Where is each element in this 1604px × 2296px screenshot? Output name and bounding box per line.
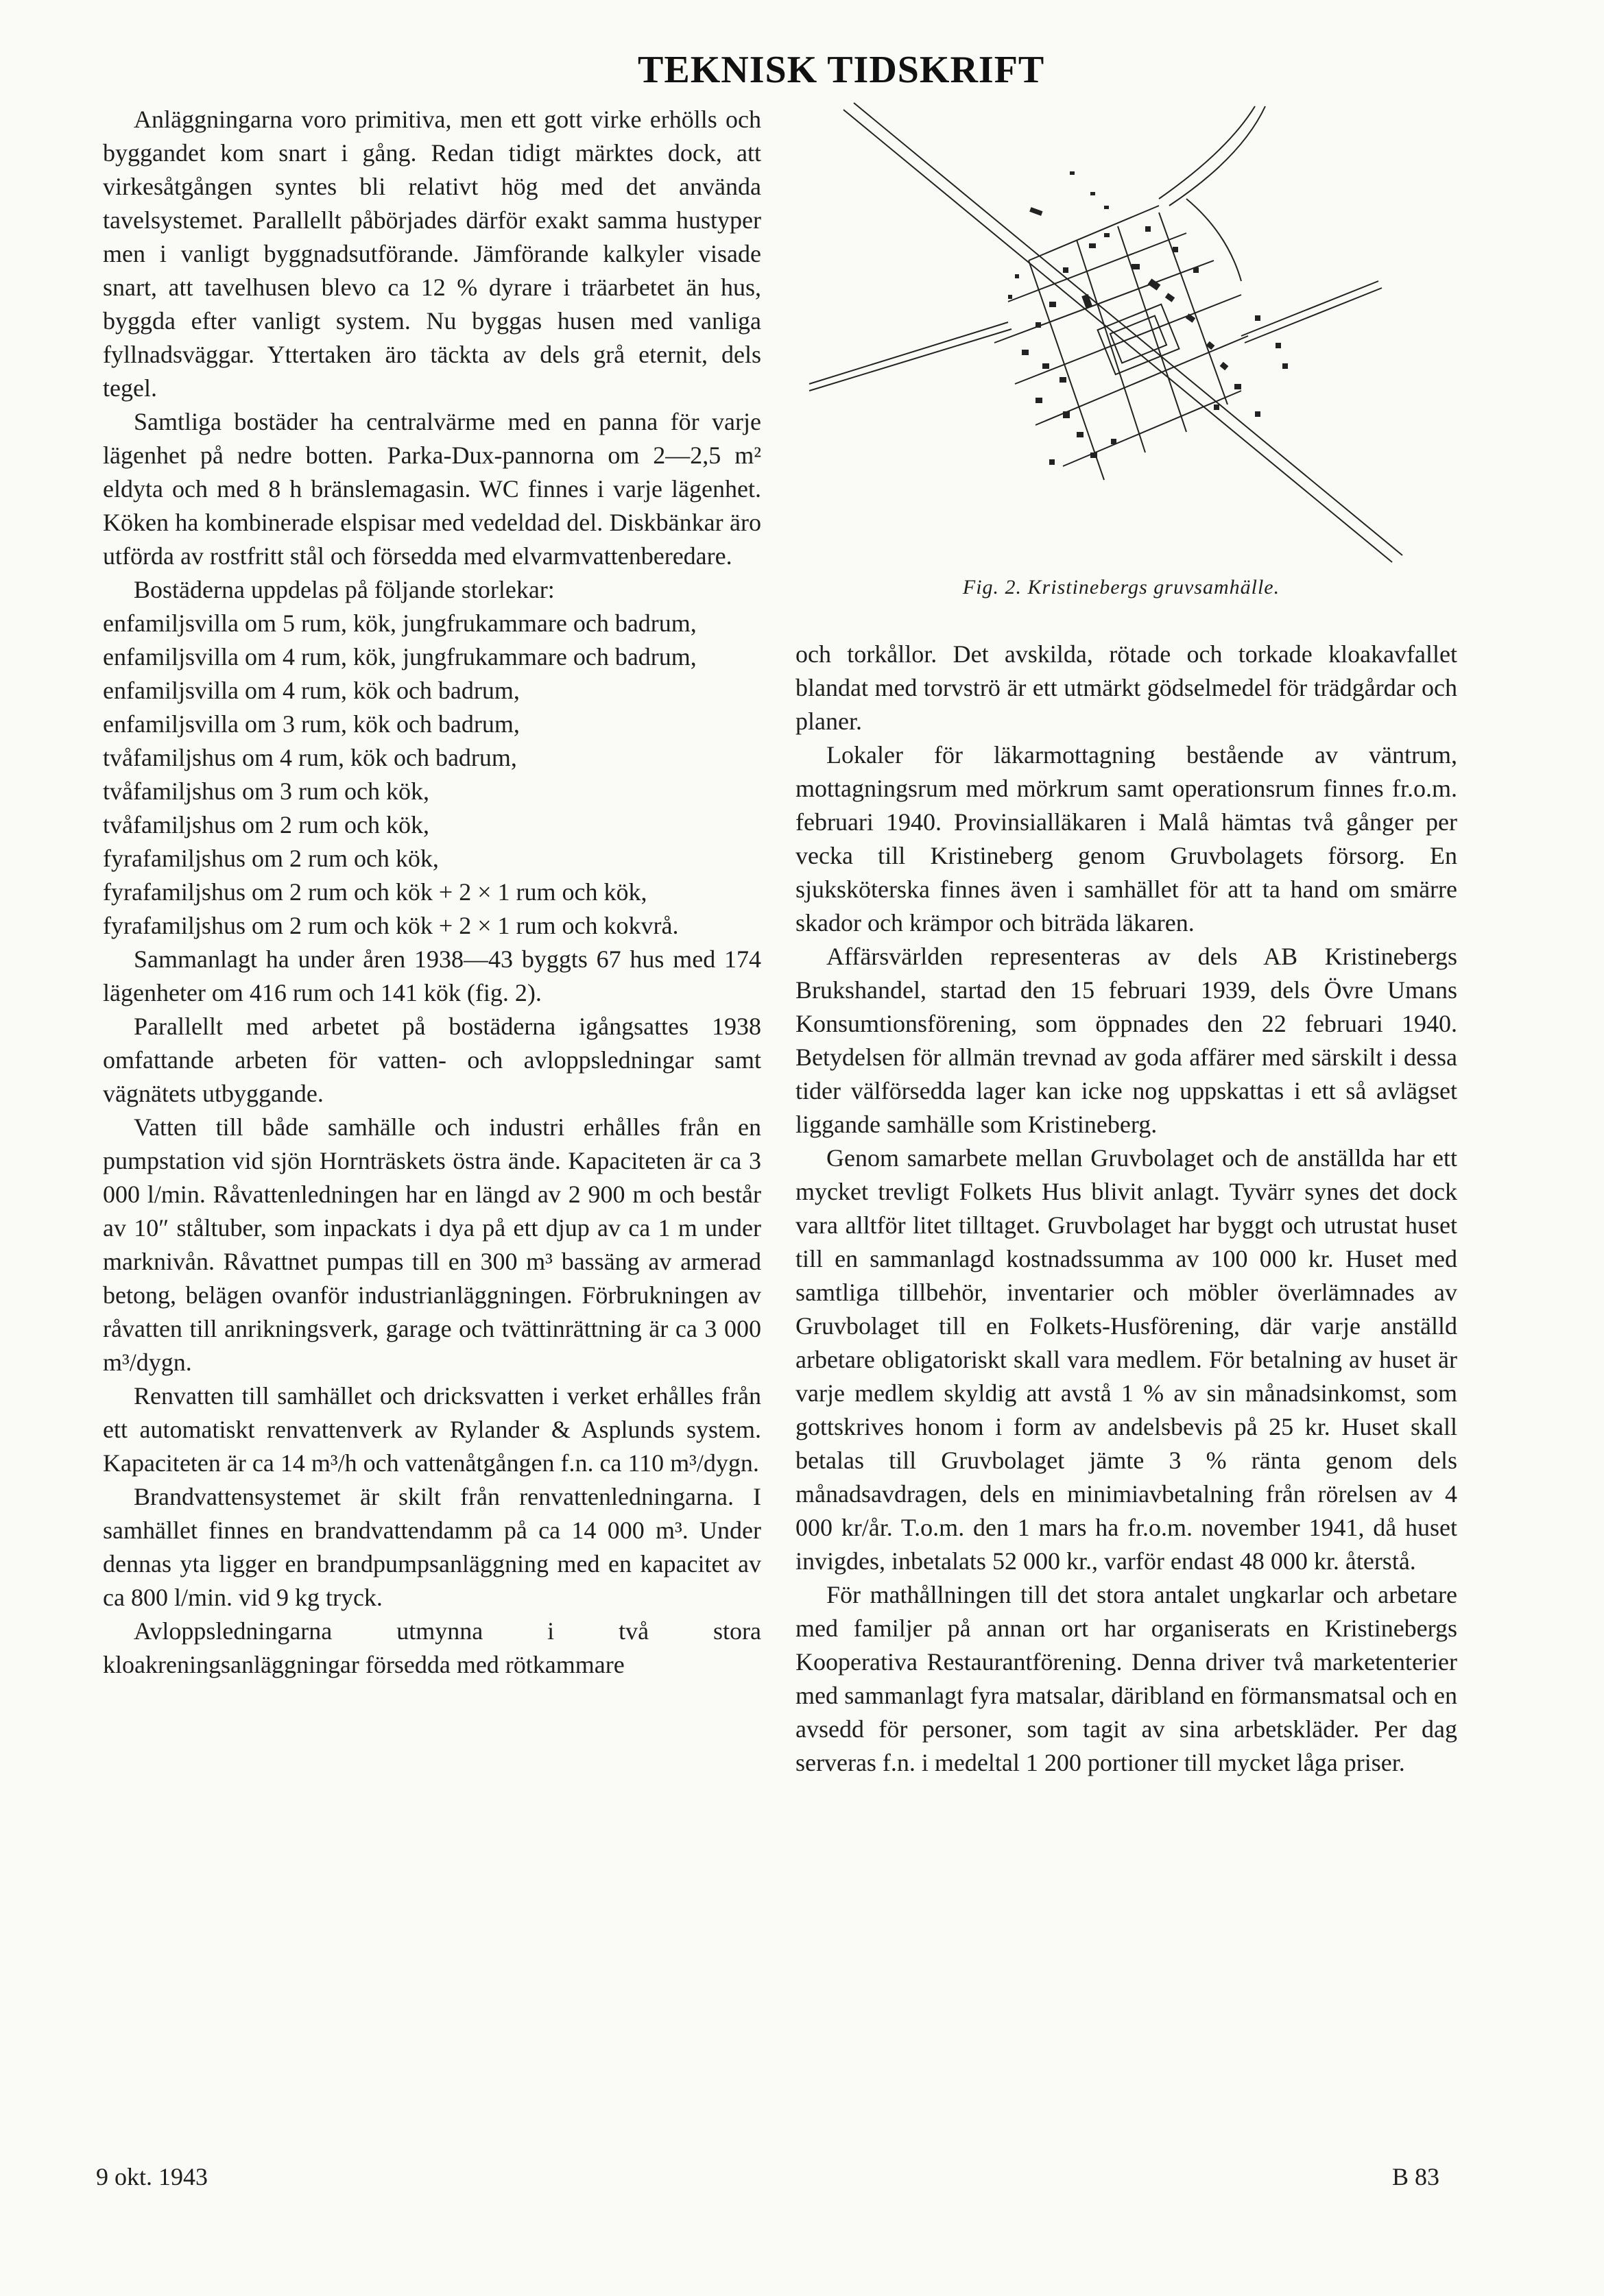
paragraph: Sammanlagt ha under åren 1938—43 byggts 67 hus med 174 lägenheter om 416 rum och 141 kök (fig. 2). <box>103 945 761 1006</box>
paragraph: Genom samarbete mellan Gruvbolaget och de anställda har ett mycket trevligt Folkets Hus blivit anlagt. Tyvärr synes det dock vara alltför litet tilltaget. Gruvbolaget har byggt och utrustat huset till en sammanlagd kostnadssumma av 100 000 kr. Huset med samtliga tillbehör, inventarier och möbler överlämnades av Gruvbolaget till en Folkets-Husförening, där varje anställd arbetare obligatoriskt skall vara medlem. För betalning av huset är varje medlem skyldig att avstå 1 % av sin månadsinkomst, som gottskrives honom i form av andelsbevis på 25 kr. Huset skall betalas till Gruvbolaget jämte 3 % ränta genom dels månadsavdragen, dels en minimiavbetalning från rörelsen av 4 000 kr/år. T.o.m. den 1 mars ha fr.o.m. november 1941, då huset invigdes, inbetalats 52 000 kr., varför endast 48 000 kr. återstå. <box>795 1144 1457 1575</box>
central-square-inner <box>1110 316 1166 363</box>
paragraph: Anläggningarna voro primitiva, men ett gott virke erhölls och byggandet kom snart i gång. Redan tidigt märktes dock, att virkesåtgången syntes bli relativt hög med det använda tavelsystemet. Parallellt påbörjades därför exakt samma hustyper men i vanligt byggnadsutförande. Jämförande kalkyler visade snart, att tavelhusen blevo ca 12 % dyrare i träarbetet än hus, byggda efter vanligt system. Nu byggas husen med vanliga fyllnadsväggar. Yttertaken äro täckta av dels grå eternit, dels tegel. <box>103 106 761 402</box>
figure-caption: Fig. 2. Kristinebergs gruvsamhälle. <box>962 576 1280 599</box>
paragraph: Bostäderna uppdelas på följande storlekar: <box>134 576 555 603</box>
footer-page-number: B 83 <box>1392 2163 1440 2190</box>
paragraph: tvåfamiljshus om 4 rum, kök och badrum, <box>103 744 517 771</box>
paragraph: enfamiljsvilla om 5 rum, kök, jungfrukammare och badrum, <box>103 609 697 637</box>
paragraph: enfamiljsvilla om 4 rum, kök och badrum, <box>103 677 520 704</box>
paragraph: fyrafamiljshus om 2 rum och kök + 2 × 1 rum och kök, <box>103 878 647 906</box>
paragraph: tvåfamiljshus om 2 rum och kök, <box>103 811 429 838</box>
main-road <box>843 110 1392 562</box>
road <box>809 322 1008 384</box>
paragraph: För mathållningen till det stora antalet ungkarlar och arbetare med familjer på annan ort har organiserats en Kristinebergs Kooperativa Restaurantförening. Denna driver två marketenterier med sammanlagt fyra matsalar, däribland en förmansmatsal och en avsedd för personer, som tagit av sina arbetskläder. Per dag serveras f.n. i medeltal 1 200 portioner till mycket låga priser. <box>795 1581 1457 1776</box>
road <box>1245 288 1382 343</box>
right-column <box>795 638 1457 1780</box>
site-plan-map <box>802 96 1440 569</box>
road <box>809 329 1012 391</box>
paragraph: Renvatten till samhället och dricksvatten i verket erhålles från ett automatiskt renvattenverk av Rylander & Asplunds system. Kapaciteten är ca 14 m³/h och vattenåtgången f.n. ca 110 m³/dygn. <box>103 1382 761 1477</box>
paragraph: Lokaler för läkarmottagning bestående av väntrum, mottagningsrum med mörkrum samt operationsrum finnes fr.o.m. februari 1940. Provinsialläkaren i Malå hämtas två gånger per vecka till Kristineberg genom Gruvbolagets försorg. En sjuksköterska finnes även i samhället för att ta hand om smärre skador och krämpor och biträda läkaren. <box>795 741 1457 936</box>
main-road <box>854 103 1402 555</box>
masthead: TEKNISK TIDSKRIFT <box>638 49 1045 91</box>
road <box>1159 106 1255 199</box>
paragraph: och torkållor. Det avskilda, rötade och torkade kloakavfallet blandat med torvströ är ett utmärkt gödselmedel för trädgårdar och planer. <box>795 640 1457 735</box>
road <box>1169 106 1265 206</box>
paragraph: Parallellt med arbetet på bostäderna igångsattes 1938 omfattande arbeten för vatten- och avloppsledningar samt vägnätets utbyggande. <box>103 1013 761 1107</box>
paragraph: fyrafamiljshus om 2 rum och kök, <box>103 845 439 872</box>
left-column <box>103 103 761 1682</box>
paragraph: fyrafamiljshus om 2 rum och kök + 2 × 1 rum och kokvrå. <box>103 912 679 939</box>
paragraph: Samtliga bostäder ha centralvärme med en panna för varje lägenhet på nedre botten. Parka-Dux-pannorna om 2—2,5 m² eldyta och med 8 h bränslemagasin. WC finnes i varje lägenhet. Köken ha kombinerade elspisar med vedeldad del. Diskbänkar äro utförda av rostfritt stål och försedda med elvarmvattenberedare. <box>103 408 761 570</box>
paragraph: Affärsvärlden representeras av dels AB Kristinebergs Brukshandel, startad den 15 februari 1939, dels Övre Umans Konsumtionsförening, som öppnades den 22 februari 1940. Betydelsen för allmän trevnad av goda affärer med särskilt i dessa tider välförsedda lager kan icke nog uppskattas i ett så avlägset liggande samhälle som Kristineberg. <box>795 943 1457 1138</box>
paragraph: Brandvattensystemet är skilt från renvattenledningarna. I samhället finnes en brandvattendamm på ca 14 000 m³. Under dennas yta ligger en brandpumpsanläggning med en kapacitet av ca 800 l/min. vid 9 kg tryck. <box>103 1483 761 1611</box>
paragraph: enfamiljsvilla om 3 rum, kök och badrum, <box>103 710 520 738</box>
road <box>1241 281 1378 336</box>
paragraph: Vatten till både samhälle och industri erhålles från en pumpstation vid sjön Hornträskets östra ände. Kapaciteten är ca 3 000 l/min. Råvattenledningen har en längd av 2 900 m och består av 10″ ståltuber, som inpackats i dya på ett djup av ca 1 m under marknivån. Råvattnet pumpas till en 300 m³ bassäng av armerad betong, belägen ovanför industrianläggningen. Förbrukningen av råvatten till anrikningsverk, garage och tvättinrättning är ca 3 000 m³/dygn. <box>103 1113 761 1376</box>
paragraph: Avloppsledningarna utmynna i två stora kloakreningsanläggningar försedda med rötkammare <box>103 1617 761 1678</box>
paragraph: enfamiljsvilla om 4 rum, kök, jungfrukammare och badrum, <box>103 643 697 670</box>
figure-site-plan <box>802 96 1440 624</box>
footer-date: 9 okt. 1943 <box>96 2163 208 2190</box>
paragraph: tvåfamiljshus om 3 rum och kök, <box>103 777 429 805</box>
